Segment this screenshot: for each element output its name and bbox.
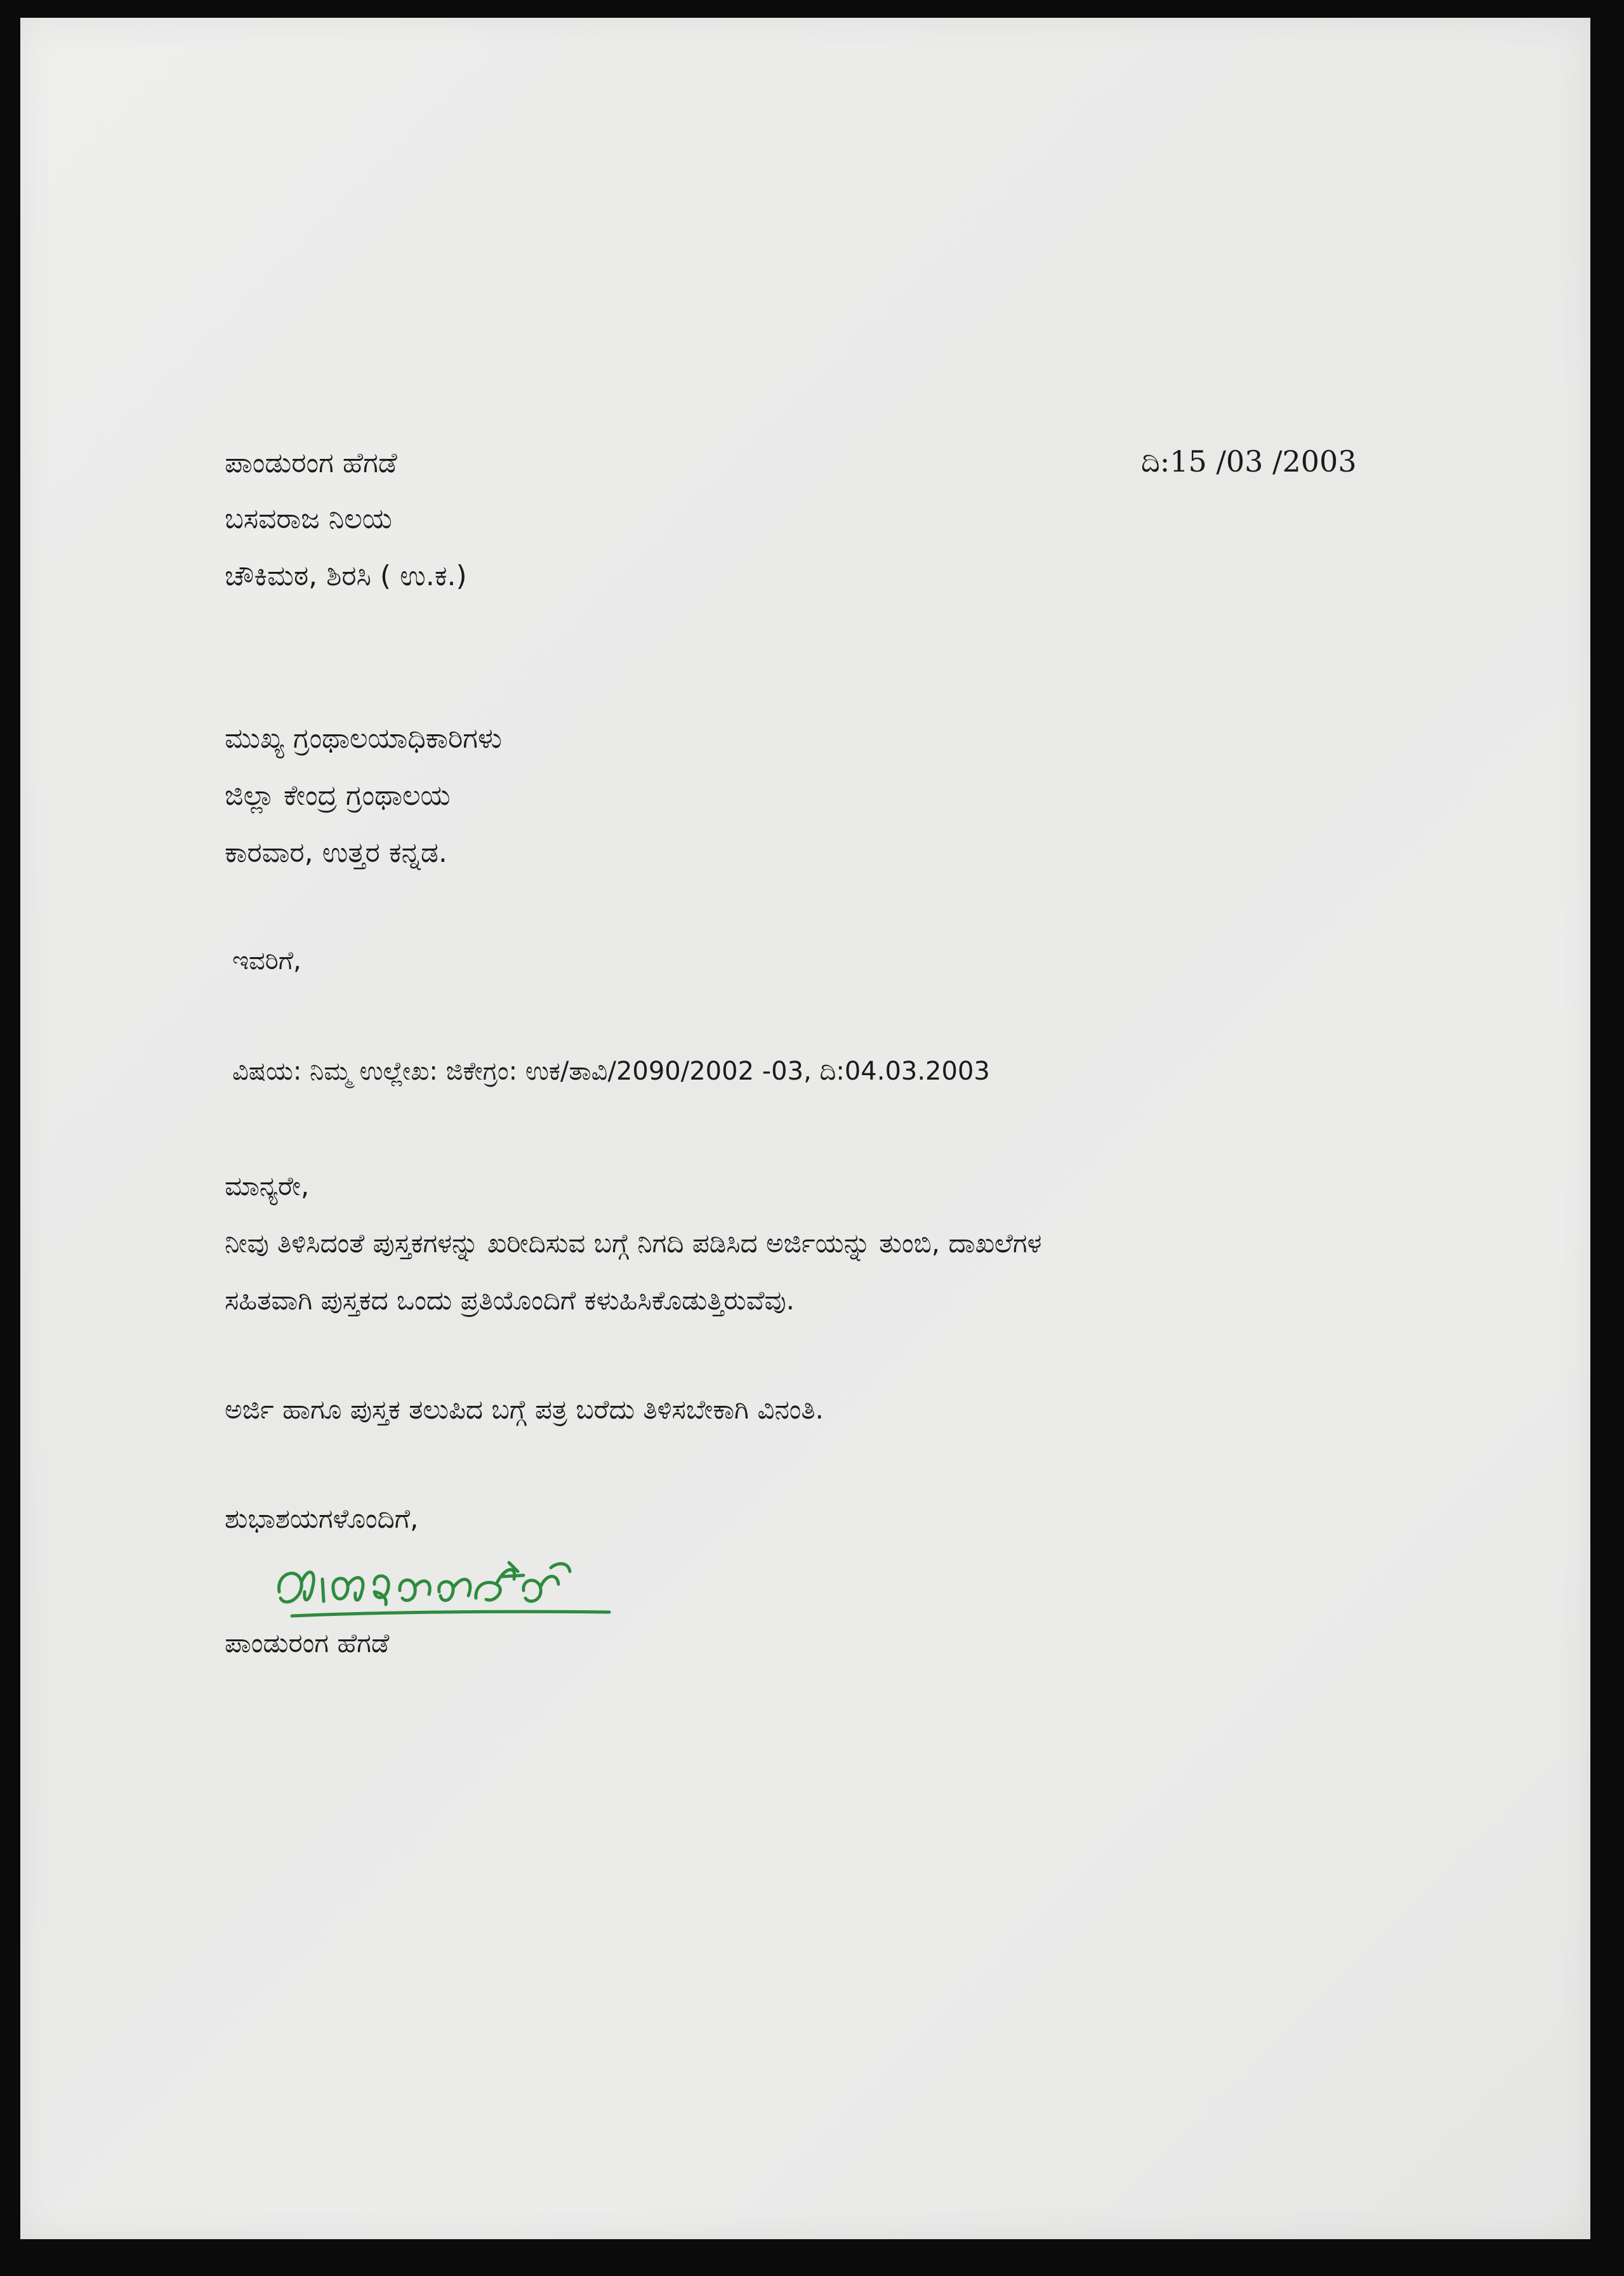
body-line2: ಸಹಿತವಾಗಿ ಪುಸ್ತಕದ ಒಂದು ಪ್ರತಿಯೊಂದಿಗೆ ಕಳುಹಿಸಿಕೊಡುತ್ತಿರುವೆವು. xyxy=(225,1285,795,1316)
recipient-line2: ಜಿಲ್ಲಾ ಕೇಂದ್ರ ಗ್ರಂಥಾಲಯ xyxy=(225,779,451,812)
recipient-line3: ಕಾರವಾರ, ಉತ್ತರ ಕನ್ನಡ. xyxy=(225,837,447,869)
signatory-name: ಪಾಂಡುರಂಗ ಹೆಗಡೆ xyxy=(225,1627,390,1658)
letter-date: ದಿ:15 /03 /2003 xyxy=(1141,444,1357,479)
sender-address-line1: ಬಸವರಾಜ ನಿಲಯ xyxy=(225,503,392,535)
addressee-label: ಇವರಿಗೆ, xyxy=(232,946,301,976)
subject-line: ವಿಷಯ: ನಿಮ್ಮ ಉಲ್ಲೇಖ: ಜಿಕೇಗ್ರಂ: ಉಕ/ತಾವಿ/2090/2002 -03, ದಿ:04.03.2003 xyxy=(232,1057,990,1086)
letter-paper xyxy=(20,18,1590,2239)
handwritten-signature xyxy=(273,1554,628,1624)
salutation: ಮಾನ್ಯರೇ, xyxy=(225,1170,310,1201)
sender-address-line2: ಚೌಕಿಮಠ, ಶಿರಸಿ ( ಉ.ಕ.) xyxy=(225,560,467,592)
sender-name: ಪಾಂಡುರಂಗ ಹೆಗಡೆ xyxy=(225,447,397,479)
closing: ಶುಭಾಶಯಗಳೊಂದಿಗೆ, xyxy=(225,1503,419,1534)
body-line1: ನೀವು ತಿಳಿಸಿದಂತೆ ಪುಸ್ತಕಗಳನ್ನು ಖರೀದಿಸುವ ಬಗ್ಗೆ ನಿಗದಿ ಪಡಿಸಿದ ಅರ್ಜಿಯನ್ನು ತುಂಬಿ, ದಾಖಲೆಗಳ xyxy=(225,1227,1042,1259)
recipient-line1: ಮುಖ್ಯ ಗ್ರಂಥಾಲಯಾಧಿಕಾರಿಗಳು xyxy=(225,722,502,755)
body-line3: ಅರ್ಜಿ ಹಾಗೂ ಪುಸ್ತಕ ತಲುಪಿದ ಬಗ್ಗೆ ಪತ್ರ ಬರೆದು ತಿಳಿಸಬೇಕಾಗಿ ವಿನಂತಿ. xyxy=(225,1394,824,1425)
